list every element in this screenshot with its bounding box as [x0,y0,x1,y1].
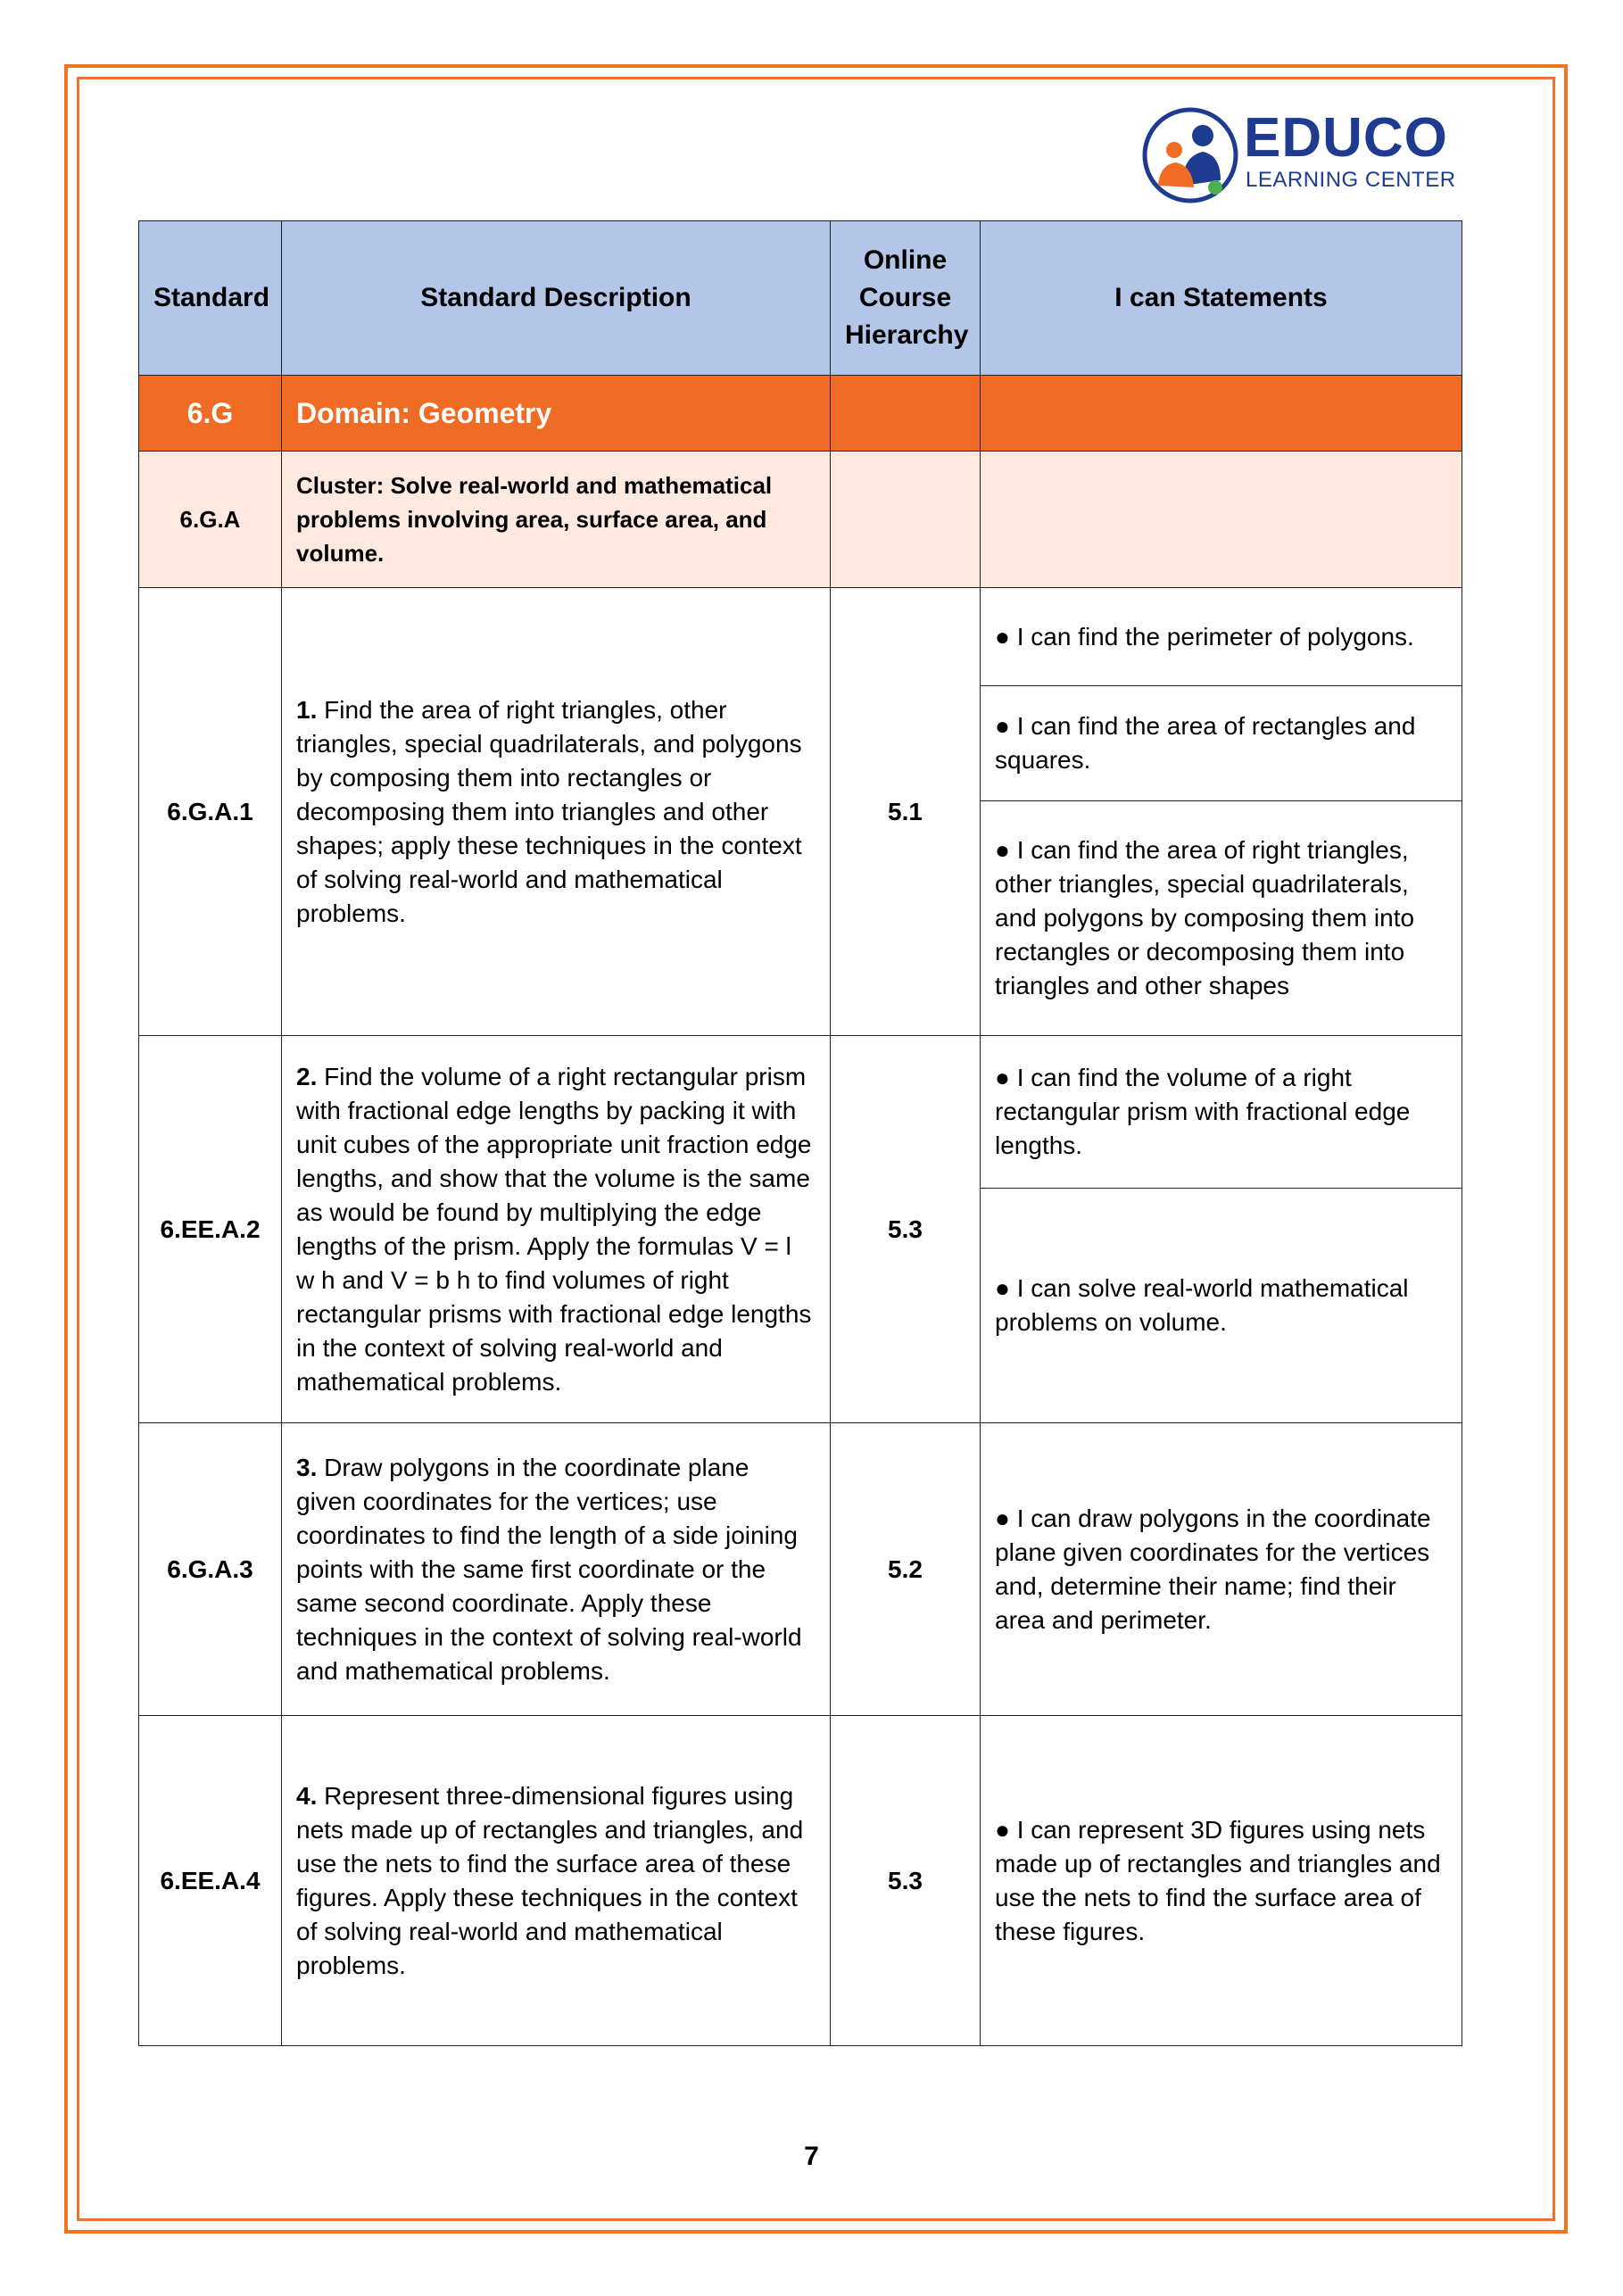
header-hierarchy: Online Course Hierarchy [831,221,981,376]
domain-row [139,376,1462,452]
header-description: Standard Description [282,221,831,376]
standard-description-text: Draw polygons in the coordinate plane given coordinates for the vertices; use coordinates to find the length of a side joining points with the same first coordinate or the same second coordinate. Apply these techniques in the context of solving real-world and mathematical problems. [296,1453,802,1685]
ican-statement: ● I can find the perimeter of polygons. [981,588,1462,686]
standard-description-text: Represent three-dimensional figures using nets made up of rectangles and triangles, and use the nets to find the surface area of these figures. Apply these techniques in the context of solving real-world and mathematical problems. [296,1781,804,1979]
cluster-code: 6.G.A [139,452,282,588]
domain-empty-cell [831,376,981,452]
standard-number: 2. [296,1062,318,1090]
cluster-label: Cluster: Solve real-world and mathematical problems involving area, surface area, and volume. [282,452,831,588]
table-row [139,1423,1462,1716]
brand-subtitle: LEARNING CENTER [1246,168,1456,192]
standard-number: 3. [296,1453,318,1481]
page-number: 7 [804,2142,819,2171]
standards-table [138,220,1462,2046]
brand-name: EDUCO [1244,107,1448,169]
cluster-row [139,452,1462,588]
standard-number: 4. [296,1781,318,1810]
standard-description [282,588,831,1036]
standard-code: 6.EE.A.2 [139,1036,282,1423]
ican-statement: ● I can find the area of right triangles, other triangles, special quadrilaterals, and polygons by composing them into rectangles or decomposing them into triangles and other shapes [981,801,1462,1036]
ican-statement: ● I can draw polygons in the coordinate plane given coordinates for the vertices and, determine their name; find their area and perimeter. [981,1423,1462,1716]
domain-empty-cell [981,376,1462,452]
course-hierarchy: 5.2 [831,1423,981,1716]
standard-number: 1. [296,695,318,724]
standard-description-text: Find the volume of a right rectangular prism with fractional edge lengths by packing it with unit cubes of the appropriate unit fraction edge lengths, and show that the volume is the same as would be found by multiplying the edge lengths of the prism. Apply the formulas V = l w h and V = b h to find volumes of right rectangular prisms with fractional edge lengths in the context of solving real-world and mathematical problems. [296,1062,812,1396]
table-row [139,1036,1462,1189]
course-hierarchy: 5.3 [831,1716,981,2046]
header-ican: I can Statements [981,221,1462,376]
domain-label: Domain: Geometry [282,376,831,452]
header-standard: Standard [139,221,282,376]
table-header-row [139,221,1462,376]
standard-code: 6.EE.A.4 [139,1716,282,2046]
table-row [139,588,1462,686]
cluster-empty-cell [981,452,1462,588]
ican-statement: ● I can find the volume of a right rectangular prism with fractional edge lengths. [981,1036,1462,1189]
ican-statement: ● I can find the area of rectangles and squares. [981,686,1462,801]
domain-code: 6.G [139,376,282,452]
standard-description-text: Find the area of right triangles, other triangles, special quadrilaterals, and polygons by composing them into rectangles or decomposing them into triangles and other shapes; apply these techniques in the context of solving real-world and mathematical problems. [296,695,802,927]
standard-code: 6.G.A.3 [139,1423,282,1716]
cluster-empty-cell [831,452,981,588]
standard-description [282,1716,831,2046]
educo-logo [1140,105,1463,205]
table-row [139,1716,1462,2046]
educo-logo-icon [1140,105,1240,205]
ican-statement: ● I can solve real-world mathematical problems on volume. [981,1189,1462,1423]
course-hierarchy: 5.3 [831,1036,981,1423]
standard-description [282,1423,831,1716]
standard-description [282,1036,831,1423]
standard-code: 6.G.A.1 [139,588,282,1036]
ican-statement: ● I can represent 3D figures using nets made up of rectangles and triangles and use the nets to find the surface area of these figures. [981,1716,1462,2046]
course-hierarchy: 5.1 [831,588,981,1036]
